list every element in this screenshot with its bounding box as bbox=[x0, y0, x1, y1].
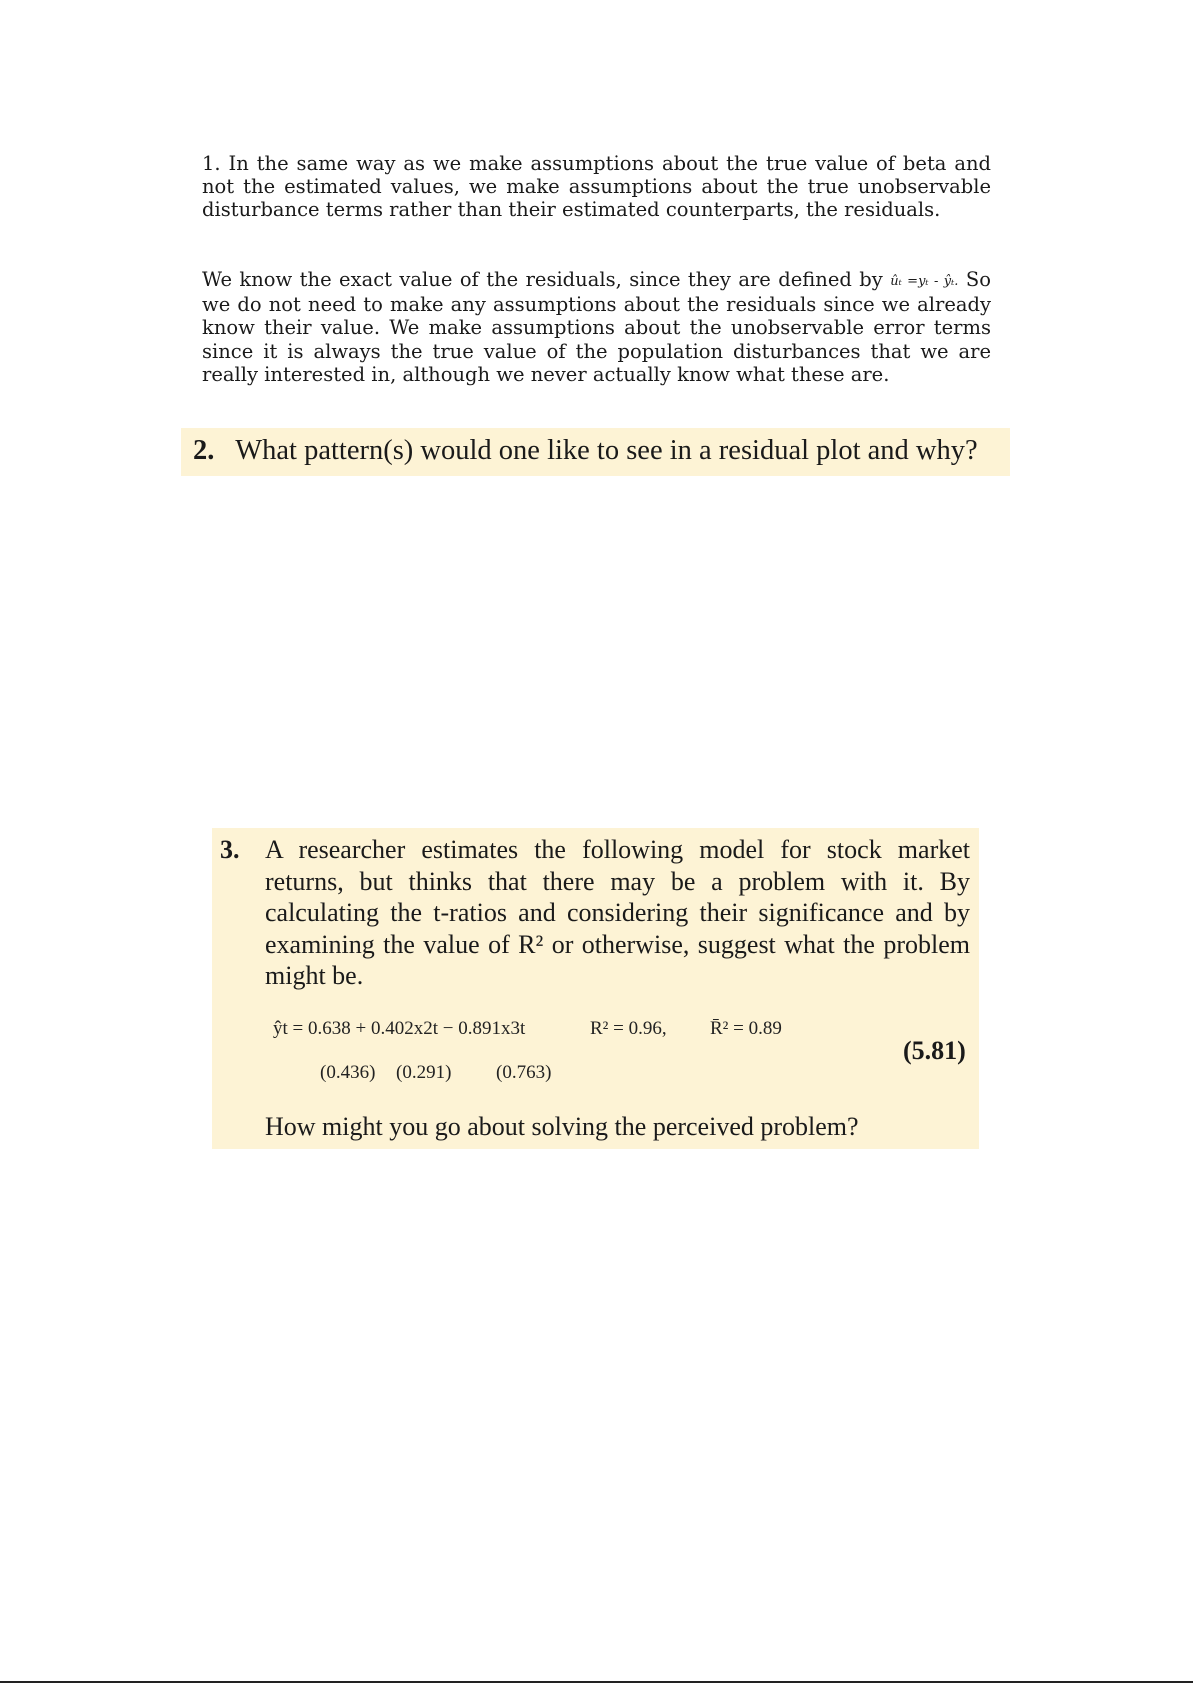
question-3-line: returns, but thinks that there may be a problem with it. By bbox=[265, 866, 970, 896]
answer-2-text: So we do not need to make any assumptions about the residuals since we already know their value. We make assumptions about the unobservable error terms since it is always the true value of the population disturbances that we are really interested in, although we never actually know what these are. bbox=[202, 268, 991, 386]
standard-error-3: (0.763) bbox=[496, 1062, 552, 1083]
question-3-line: might be. bbox=[265, 961, 364, 990]
question-3-line: A researcher estimates the following model for stock market bbox=[265, 835, 970, 864]
page-bottom-rule bbox=[0, 1681, 1193, 1683]
answer-2-lead: We know the exact value of the residuals, since they are defined by bbox=[202, 268, 883, 291]
answer-1-text: 1. In the same way as we make assumptions about the true value of beta and not the estimated values, we make assumptions about the true unobservable disturbance terms rather than their estimated counterparts, the residuals. bbox=[202, 152, 991, 222]
question-2-text: What pattern(s) would one like to see in a residual plot and why? bbox=[235, 435, 978, 466]
question-2-number: 2. bbox=[193, 435, 215, 466]
residual-formula: ûₜ =yₜ - ŷₜ. bbox=[890, 274, 959, 289]
question-2 bbox=[193, 432, 1003, 470]
answer-paragraph-2 bbox=[202, 268, 991, 386]
equation-adjusted-r-squared: R̄² = 0.89 bbox=[710, 1018, 782, 1039]
equation-r-squared: R² = 0.96, bbox=[590, 1018, 667, 1039]
question-3-line: examining the value of R² or otherwise, suggest what the problem bbox=[265, 929, 970, 959]
standard-error-2: (0.291) bbox=[396, 1062, 452, 1083]
question-3-text bbox=[265, 834, 970, 992]
equation-lhs: ŷt = 0.638 + 0.402x2t − 0.891x3t bbox=[273, 1018, 526, 1039]
standard-error-1: (0.436) bbox=[320, 1062, 376, 1083]
question-3-number: 3. bbox=[220, 835, 240, 864]
equation-number: (5.81) bbox=[903, 1036, 966, 1065]
question-3-follow-up: How might you go about solving the perceived problem? bbox=[265, 1112, 859, 1141]
answer-paragraph-1 bbox=[202, 152, 991, 222]
question-3-line: calculating the t-ratios and considering their significance and by bbox=[265, 898, 970, 927]
